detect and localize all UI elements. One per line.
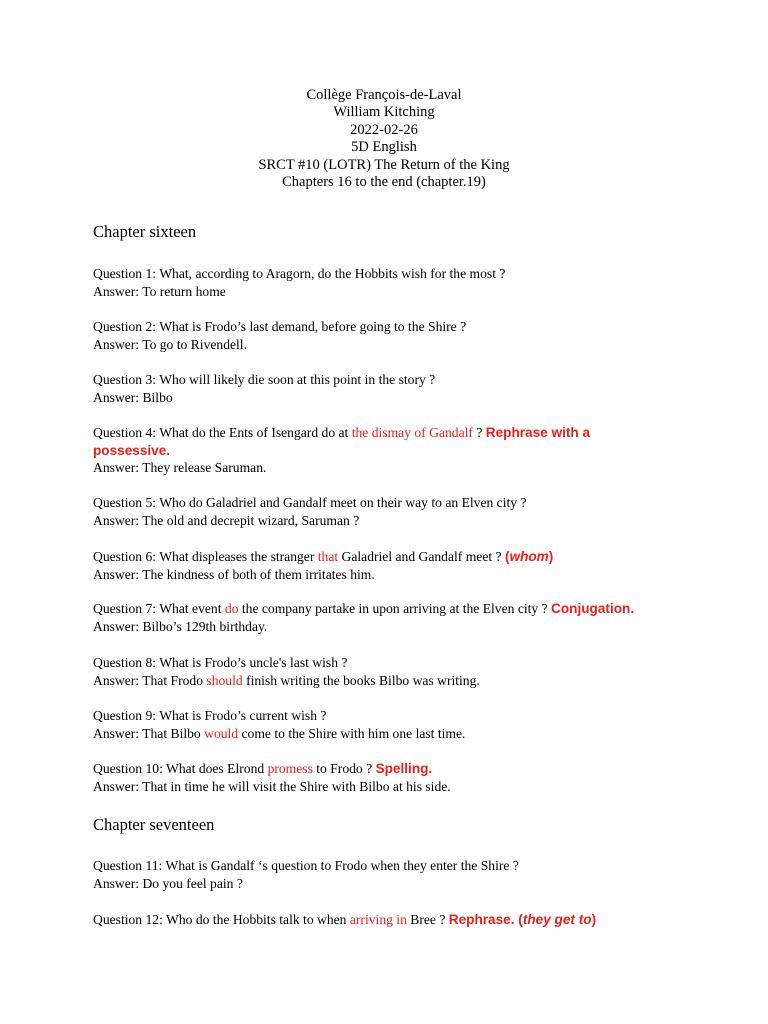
document-date: 2022-02-26 [350,121,418,138]
answer-2: Answer: To go to Rivendell. [93,336,247,352]
question-6 [93,548,693,566]
answer-6: Answer: The kindness of both of them irritates him. [93,566,375,582]
chapter-heading-seventeen: Chapter seventeen [93,815,215,834]
qa-block-4 [93,424,693,477]
answer-10: Answer: That in time he will visit the Shire with Bilbo at his side. [93,778,451,794]
teacher-correction-10: Spelling. [375,761,433,776]
question-6-text-end: Galadriel and Gandalf meet ? [338,549,505,564]
question-7-text-end: the company partake in upon arriving at the Elven city ? [238,601,552,616]
question-9: Question 9: What is Frodo’s current wish ? [93,708,327,723]
question-12-highlight: arriving in [349,912,407,927]
answer-7: Answer: Bilbo’s 129th birthday. [93,618,268,634]
question-10-text: Question 10: What does Elrond [93,761,268,776]
answer-11: Answer: Do you feel pain ? [93,875,243,891]
qa-block-2 [93,318,693,353]
answer-8-highlight: should [206,672,243,688]
document-header [0,87,768,191]
answer-9-highlight: would [204,725,239,741]
answer-8: Answer: That Frodo should finish writing the books Bilbo was writing. [93,672,480,688]
question-7-highlight: do [224,601,239,616]
qa-block-7 [93,600,693,635]
qa-block-12 [93,911,693,929]
course-name: 5D English [351,139,417,156]
question-12-text: Question 12: Who do the Hobbits talk to when [93,912,350,927]
teacher-correction-7: Conjugation. [551,601,635,616]
qa-block-3 [93,371,693,406]
student-name: William Kitching [333,104,435,121]
qa-block-10 [93,760,693,795]
question-7-text: Question 7: What event [93,601,225,616]
question-1: Question 1: What, according to Aragorn, do the Hobbits wish for the most ? [93,266,506,281]
answer-3: Answer: Bilbo [93,389,173,405]
qa-block-11 [93,857,693,892]
question-10-highlight: promess [267,761,313,776]
question-4-text-end: ? [472,425,486,440]
qa-block-6 [93,548,693,583]
question-6-text: Question 6: What displeases the stranger [93,549,318,564]
teacher-correction-4: Rephrase with a possessive. [93,425,591,458]
question-7 [93,600,693,618]
teacher-correction-12: Rephrase. (they get to) [448,912,597,927]
question-4 [93,424,633,459]
assignment-title: SRCT #10 (LOTR) The Return of the King [258,156,510,173]
question-10-text-end: to Frodo ? [312,761,376,776]
question-10 [93,760,693,778]
qa-block-9 [93,707,693,742]
school-name: Collège François-de-Laval [306,87,462,103]
question-4-text: Question 4: What do the Ents of Isengard do at [93,425,352,440]
qa-block-5 [93,494,693,529]
question-3: Question 3: Who will likely die soon at this point in the story ? [93,372,436,387]
question-12-text-end: Bree ? [406,912,449,927]
answer-1: Answer: To return home [93,283,226,299]
question-5: Question 5: Who do Galadriel and Gandalf meet on their way to an Elven city ? [93,495,527,510]
question-4-highlight: the dismay of Gandalf [351,425,473,440]
qa-block-8 [93,654,693,689]
question-6-highlight: that [317,549,339,564]
question-2: Question 2: What is Frodo’s last demand, before going to the Shire ? [93,319,467,334]
question-11: Question 11: What is Gandalf ‘s question to Frodo when they enter the Shire ? [93,858,519,873]
teacher-correction-6: (whom) [504,549,554,564]
chapter-range: Chapters 16 to the end (chapter.19) [282,174,486,191]
answer-5: Answer: The old and decrepit wizard, Saruman ? [93,512,360,528]
question-12 [93,911,693,929]
qa-block-1 [93,265,693,300]
answer-4: Answer: They release Saruman. [93,460,267,476]
question-8: Question 8: What is Frodo’s uncle's last wish ? [93,655,348,670]
answer-9: Answer: That Bilbo would come to the Shire with him one last time. [93,725,466,741]
chapter-heading-sixteen: Chapter sixteen [93,222,197,241]
